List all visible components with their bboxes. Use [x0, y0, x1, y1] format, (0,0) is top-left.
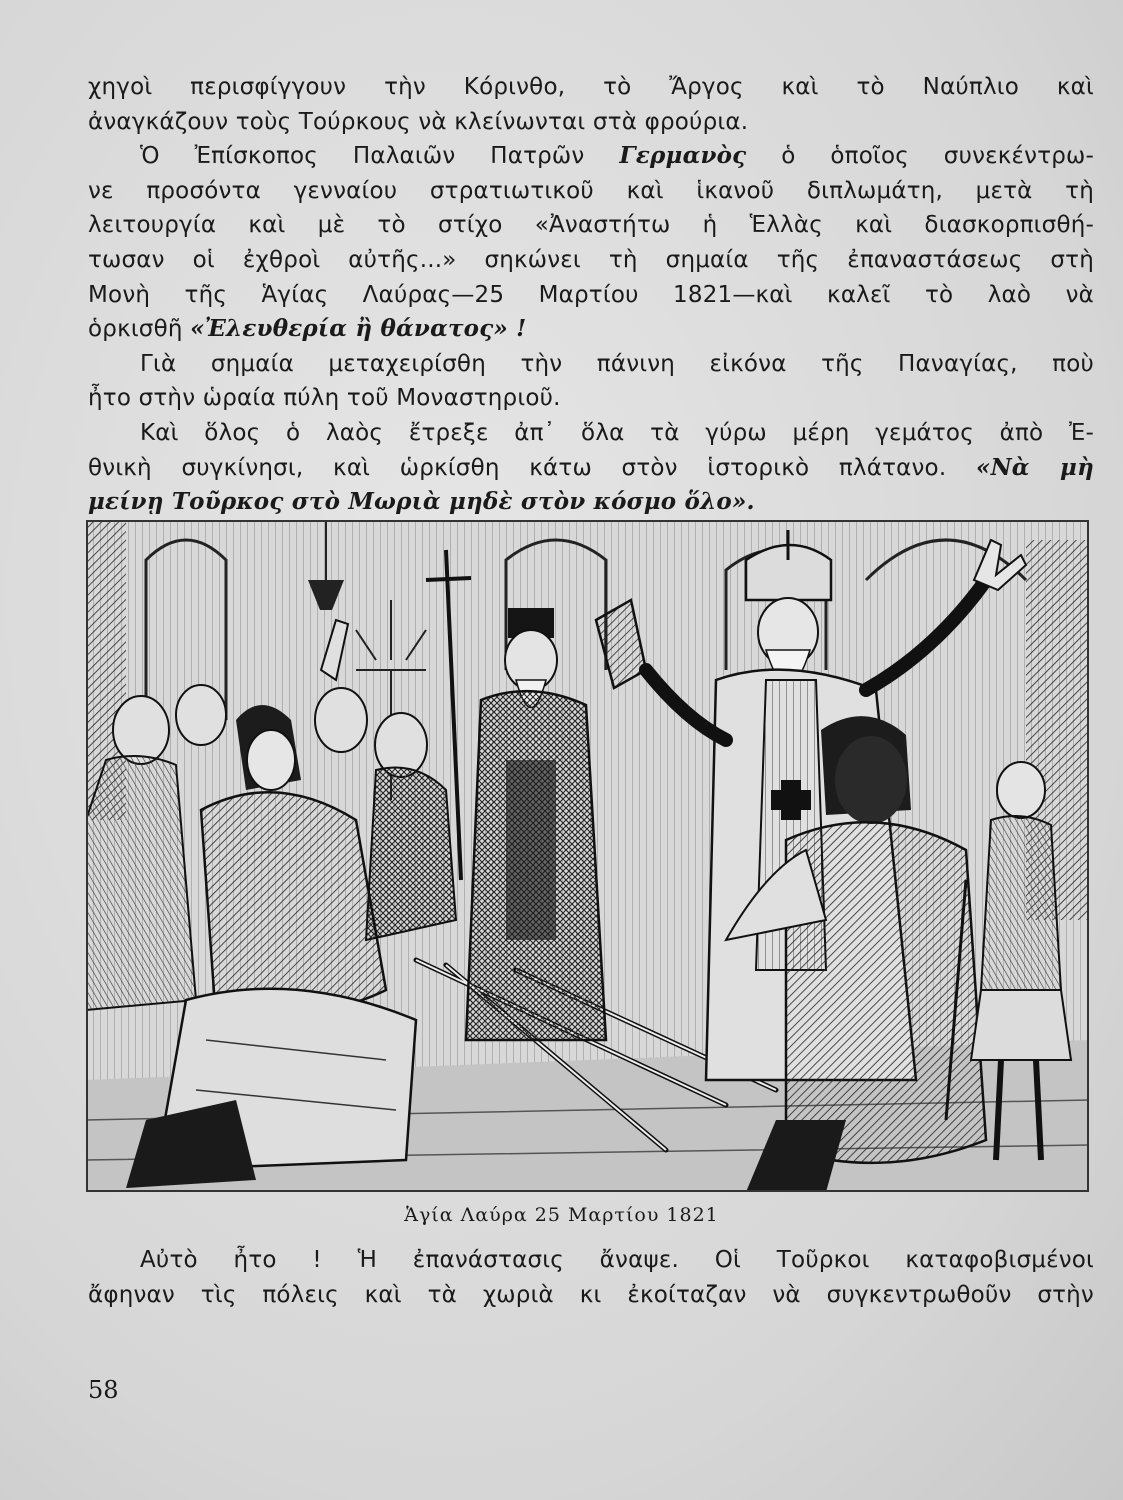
text-line: [88, 139, 1094, 174]
body-text: χηγοὶ περισφίγγουν τὴν Κόρινθο, τὸ Ἄργος καὶ τὸ Ναύπλιο καὶ: [88, 74, 1094, 100]
body-text: ἀναγκάζουν τοὺς Τούρκους νὰ κλείνωνται στὰ φρούρια.: [88, 108, 749, 135]
text-line: [88, 347, 1094, 382]
emphasis-text: «Νὰ μὴ: [976, 453, 1094, 481]
body-text: νε προσόντα γενναίου στρατιωτικοῦ καὶ ἱκανοῦ διπλωμάτη, μετὰ τὴ: [88, 177, 1094, 204]
body-text: ὁ ὁποῖος συνεκέντρω-: [746, 143, 1095, 170]
paragraph: [88, 347, 1094, 416]
text-line: [88, 1243, 1094, 1278]
emphasis-text: Γερμανὸς: [619, 142, 747, 170]
body-text: Ὁ Ἐπίσκοπος Παλαιῶν Πατρῶν: [140, 143, 620, 170]
text-line: [88, 243, 1094, 278]
paragraph: [88, 70, 1094, 139]
body-text: ἄφηναν τὶς πόλεις καὶ τὰ χωριὰ κι ἐκοίταζαν νὰ συγκεντρωθοῦν στὴν: [88, 1281, 1094, 1308]
text-line: [88, 70, 1094, 105]
emphasis-text: «Ἐλευθερία ἢ θάνατος» !: [190, 315, 527, 343]
text-line: [88, 485, 1094, 520]
body-text: Γιὰ σημαία μεταχειρίσθη τὴν πάνινη εἰκόνα τῆς Παναγίας, ποὺ: [140, 350, 1094, 377]
text-line: [88, 105, 1094, 140]
body-text: λειτουργία καὶ μὲ τὸ στίχο «Ἀναστήτω ἡ Ἑλλὰς καὶ διασκορπισθή-: [88, 212, 1094, 239]
body-text: ἦτο στὴν ὡραία πύλη τοῦ Μοναστηριοῦ.: [88, 385, 561, 412]
text-line: [88, 1278, 1094, 1313]
engraving-drawing: [86, 520, 1089, 1192]
illustration-caption: Ἁγία Λαύρα 25 Μαρτίου 1821: [404, 1204, 719, 1226]
body-text: Μονὴ τῆς Ἁγίας Λαύρας—25 Μαρτίου 1821—καὶ καλεῖ τὸ λαὸ νὰ: [88, 281, 1094, 308]
paragraph: [88, 1243, 1094, 1312]
text-line: [88, 381, 1094, 416]
text-block-top: [88, 70, 1094, 520]
paragraph: [88, 139, 1094, 347]
text-block-bottom: [88, 1243, 1094, 1312]
text-line: [88, 312, 1094, 347]
text-line: [88, 451, 1094, 486]
engraving-illustration: [86, 520, 1089, 1192]
body-text: Αὐτὸ ἦτο ! Ἡ ἐπανάστασις ἄναψε. Οἱ Τοῦρκοι καταφοβισμένοι: [140, 1247, 1094, 1273]
page-number: 58: [88, 1376, 119, 1404]
body-text: Καὶ ὅλος ὁ λαὸς ἔτρεξε ἀπ᾿ ὅλα τὰ γύρω μέρη γεμάτος ἀπὸ Ἐ-: [140, 419, 1094, 446]
body-text: τωσαν οἱ ἐχθροὶ αὐτῆς...» σηκώνει τὴ σημαία τῆς ἐπαναστάσεως στὴ: [88, 246, 1094, 273]
paragraph: [88, 416, 1094, 520]
text-line: [88, 278, 1094, 313]
emphasis-text: μείνῃ Τοῦρκος στὸ Μωριὰ μηδὲ στὸν κόσμο ὅλο».: [88, 488, 755, 516]
body-text: θνικὴ συγκίνησι, καὶ ὡρκίσθη κάτω στὸν ἱστορικὸ πλάτανο.: [88, 454, 976, 481]
text-line: [88, 416, 1094, 451]
body-text: ὁρκισθῆ: [88, 316, 191, 343]
text-line: [88, 174, 1094, 209]
text-line: [88, 208, 1094, 243]
